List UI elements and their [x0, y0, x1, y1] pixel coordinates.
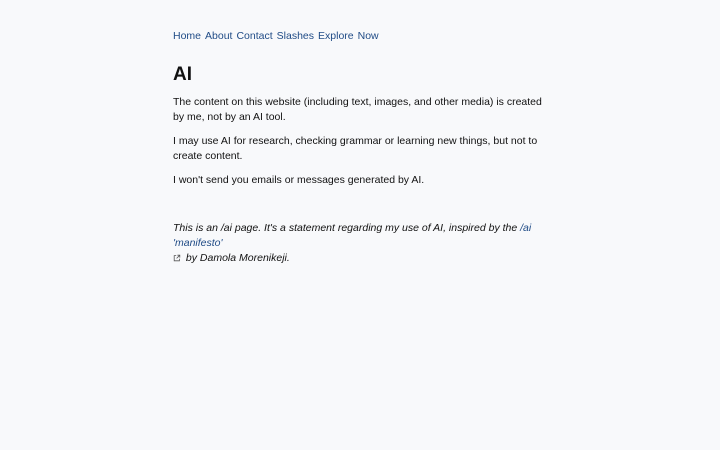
content-paragraph-2: I may use AI for research, checking grammar or learning new things, but not to create content. [173, 135, 538, 162]
external-link-icon[interactable] [173, 254, 181, 262]
footer-note-prefix: This is an /ai page. It's a statement regarding my use of AI, inspired by the [173, 222, 521, 234]
main-nav [173, 29, 553, 43]
page-container [173, 29, 553, 266]
ai-manifesto-link[interactable]: /ai 'manifesto' [173, 222, 532, 249]
page-title: AI [173, 64, 192, 85]
nav-contact-link[interactable]: Contact [236, 30, 273, 42]
content-paragraph-3: I won't send you emails or messages generated by AI. [173, 174, 425, 186]
footer-note [173, 221, 553, 266]
footer-note-suffix: by Damola Morenikeji. [183, 252, 290, 264]
nav-now-link[interactable]: Now [357, 30, 379, 42]
content-paragraph-1: The content on this website (including text, images, and other media) is created by me, not by an AI tool. [173, 96, 542, 123]
nav-about-link[interactable]: About [205, 30, 233, 42]
nav-explore-link[interactable]: Explore [318, 30, 354, 42]
nav-slashes-link[interactable]: Slashes [276, 30, 315, 42]
nav-home-link[interactable]: Home [173, 30, 202, 42]
